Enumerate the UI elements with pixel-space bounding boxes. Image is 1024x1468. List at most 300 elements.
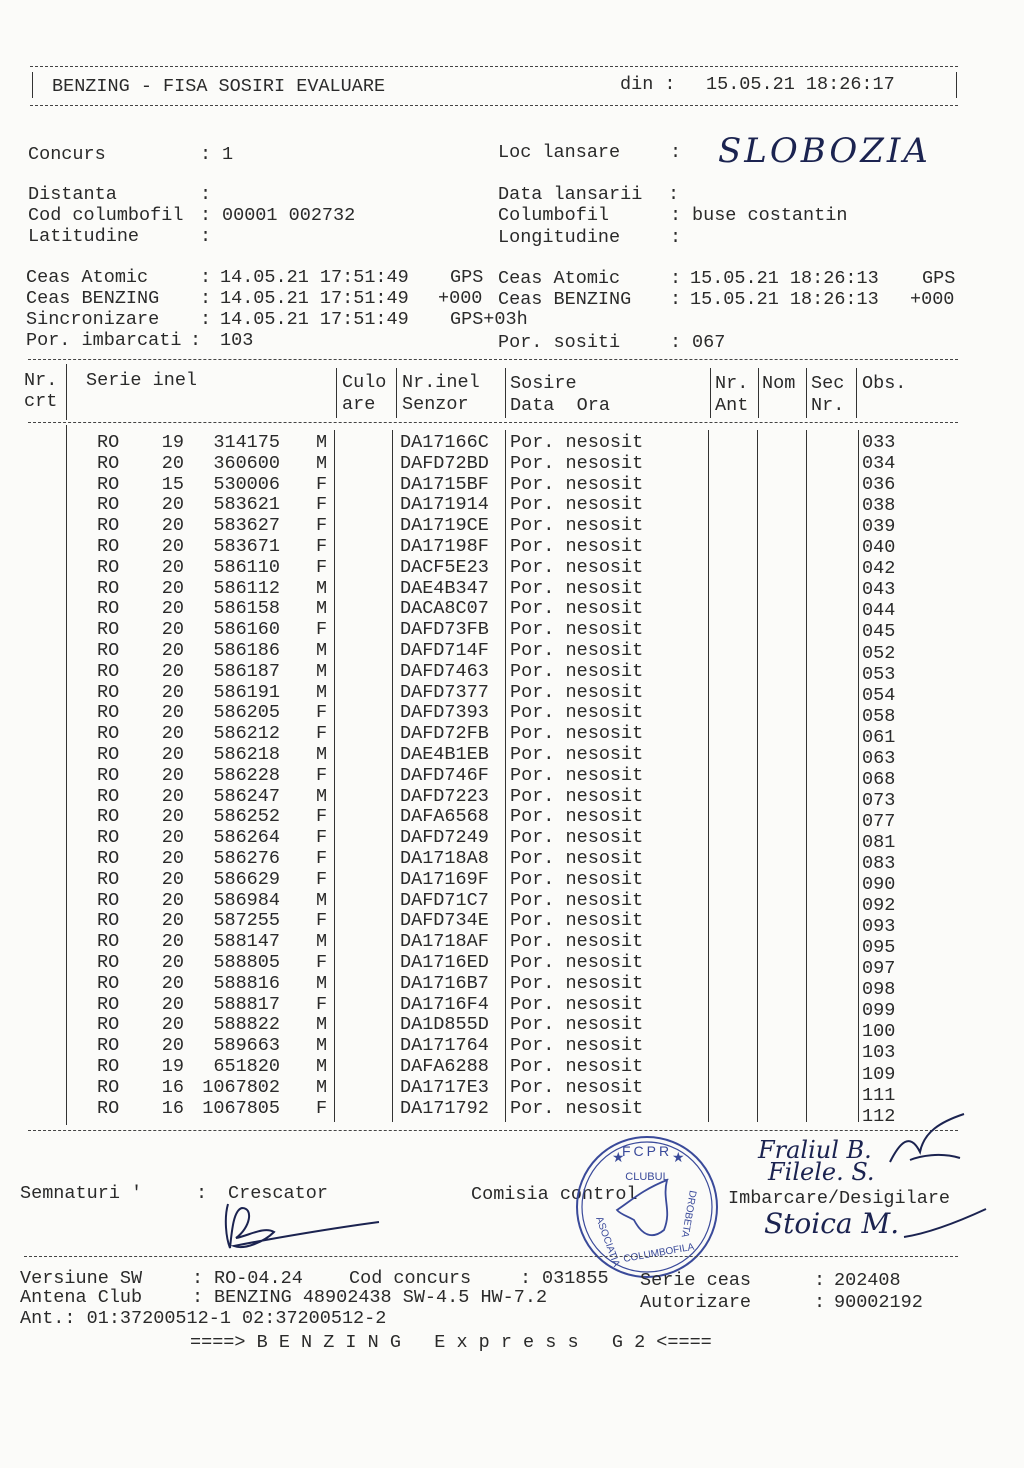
cell-status: Por. nesosit bbox=[510, 993, 644, 1015]
cell-year: 20 bbox=[161, 785, 184, 807]
cell-sensor: DA1718AF bbox=[400, 931, 489, 953]
left-clock-benzing-value: 14.05.21 17:51:49 bbox=[220, 288, 409, 309]
antena-value: BENZING 48902438 SW-4.5 HW-7.2 bbox=[214, 1287, 548, 1308]
col-divider bbox=[856, 368, 857, 418]
cell-obs: 054 bbox=[862, 684, 896, 706]
cell-country: RO bbox=[97, 868, 120, 890]
semnaturi-label: Semnaturi ' bbox=[20, 1183, 143, 1204]
cell-sex: F bbox=[316, 910, 328, 932]
handwritten-name-1: Fraliul B. bbox=[758, 1136, 872, 1164]
cell-sex: F bbox=[316, 764, 328, 786]
concurs-label: Concurs bbox=[28, 144, 106, 165]
cell-status: Por. nesosit bbox=[510, 640, 644, 661]
columbofil-colon: : bbox=[670, 205, 682, 226]
header-sosire-line1: Sosire bbox=[510, 373, 577, 394]
data-lansarii-colon: : bbox=[668, 184, 680, 205]
cell-sensor: DA171792 bbox=[400, 1097, 489, 1119]
cell-status: Por. nesosit bbox=[510, 889, 644, 911]
cell-ring: 651820 bbox=[213, 1056, 280, 1077]
cell-year: 20 bbox=[161, 744, 184, 765]
cell-status: Por. nesosit bbox=[510, 910, 644, 932]
din-value: 15.05.21 18:26:17 bbox=[706, 74, 895, 95]
por-sositi-value: 067 bbox=[692, 332, 726, 353]
col-divider bbox=[66, 364, 67, 420]
cell-sensor: DA1716F4 bbox=[400, 993, 489, 1015]
cell-year: 15 bbox=[161, 473, 184, 495]
col-line bbox=[505, 430, 506, 1122]
cell-sex: F bbox=[316, 827, 328, 849]
por-sositi-label: Por. sositi bbox=[498, 332, 621, 353]
cell-status: Por. nesosit bbox=[510, 723, 644, 745]
cell-sex: M bbox=[316, 598, 328, 620]
latitudine-label: Latitudine bbox=[28, 226, 140, 247]
cell-obs: 093 bbox=[862, 916, 896, 938]
col-divider bbox=[505, 368, 506, 418]
cell-year: 20 bbox=[161, 827, 184, 849]
header-culoare-line2: are bbox=[342, 394, 376, 415]
cell-ring: 589663 bbox=[213, 1035, 280, 1057]
cell-ring: 1067802 bbox=[202, 1076, 280, 1098]
cell-sex: M bbox=[316, 432, 328, 453]
cell-obs: 083 bbox=[862, 853, 896, 874]
cell-country: RO bbox=[97, 660, 120, 682]
cell-sensor: DAE4B1EB bbox=[400, 744, 489, 765]
cell-country: RO bbox=[97, 1076, 120, 1098]
autorizare-label: Autorizare bbox=[640, 1292, 752, 1313]
crescator-label: Crescator bbox=[228, 1183, 328, 1204]
longitudine-colon: : bbox=[670, 227, 682, 248]
ant-line: Ant.: 01:37200512-1 02:37200512-2 bbox=[20, 1308, 387, 1329]
cell-year: 20 bbox=[161, 806, 184, 828]
cell-year: 20 bbox=[161, 577, 184, 599]
table-top-border bbox=[28, 359, 958, 360]
col-line bbox=[708, 430, 709, 1122]
cell-year: 20 bbox=[161, 931, 184, 953]
cell-obs: 097 bbox=[862, 958, 896, 980]
cell-ring: 583621 bbox=[213, 494, 280, 516]
cell-country: RO bbox=[97, 473, 120, 495]
cell-sex: F bbox=[316, 619, 328, 641]
loc-lansare-label: Loc lansare bbox=[498, 142, 621, 163]
cell-sensor: DA1715BF bbox=[400, 473, 489, 495]
header-nr-ant-line2: Ant bbox=[715, 395, 749, 416]
cell-status: Por. nesosit bbox=[510, 806, 644, 828]
cell-obs: 039 bbox=[862, 516, 896, 538]
concurs-colon: : bbox=[200, 144, 223, 165]
stamp-ring-text-left: ASOCIATIA bbox=[593, 1215, 622, 1269]
cell-year: 20 bbox=[161, 868, 184, 890]
cell-sensor: DACF5E23 bbox=[400, 556, 489, 578]
commission-signature-scribble bbox=[880, 1112, 970, 1172]
concurs-value: 1 bbox=[222, 144, 234, 165]
brand-line: ====> B E N Z I N G E x p r e s s G 2 <==== bbox=[190, 1332, 712, 1353]
cell-country: RO bbox=[97, 1056, 120, 1077]
cell-obs: 103 bbox=[862, 1042, 896, 1064]
cell-year: 20 bbox=[161, 723, 184, 745]
right-clock-benzing-value: 15.05.21 18:26:13 bbox=[690, 289, 879, 310]
col-line bbox=[806, 430, 807, 1122]
cell-country: RO bbox=[97, 827, 120, 849]
comisia-control-label: Comisia control bbox=[471, 1184, 638, 1205]
cell-status: Por. nesosit bbox=[510, 452, 644, 474]
cell-sensor: DAFD7377 bbox=[400, 681, 489, 703]
cell-country: RO bbox=[97, 785, 120, 807]
cell-country: RO bbox=[97, 1097, 120, 1119]
cell-sensor: DA17198F bbox=[400, 536, 489, 557]
cell-sensor: DAFD7393 bbox=[400, 702, 489, 724]
header-sec-line2: Nr. bbox=[811, 395, 845, 416]
header-nr-inel-line1: Nr.inel bbox=[402, 372, 480, 393]
signatures-bottom-border bbox=[24, 1256, 958, 1257]
cell-country: RO bbox=[97, 1014, 120, 1036]
left-clock-benzing-suffix: +000 bbox=[438, 288, 483, 309]
cell-sex: F bbox=[316, 868, 328, 890]
cell-country: RO bbox=[97, 723, 120, 745]
cell-ring: 1067805 bbox=[202, 1097, 280, 1119]
cell-sex: F bbox=[316, 848, 328, 869]
cell-sex: M bbox=[316, 452, 328, 474]
cell-year: 20 bbox=[161, 889, 184, 911]
cell-obs: 068 bbox=[862, 768, 896, 790]
cell-obs: 040 bbox=[862, 537, 896, 559]
cell-obs: 090 bbox=[862, 874, 896, 896]
cell-status: Por. nesosit bbox=[510, 702, 644, 724]
cell-ring: 588147 bbox=[213, 931, 280, 953]
cell-sensor: DA171914 bbox=[400, 494, 489, 516]
cell-sensor: DAFD72FB bbox=[400, 723, 489, 745]
sincronizare-colon: : bbox=[200, 309, 212, 330]
header-culoare-line1: Culo bbox=[342, 372, 387, 393]
cell-ring: 588816 bbox=[213, 972, 280, 994]
right-clock-atomic-value: 15.05.21 18:26:13 bbox=[690, 268, 879, 289]
stamp-ring-text-bottom: COLUMBOFILA bbox=[622, 1241, 696, 1265]
cell-status: Por. nesosit bbox=[510, 785, 644, 807]
cell-country: RO bbox=[97, 556, 120, 578]
cell-sensor: DAFD734E bbox=[400, 910, 489, 932]
cell-country: RO bbox=[97, 452, 120, 474]
header-nr-crt-line1: Nr. bbox=[24, 370, 58, 391]
header-left-border bbox=[32, 72, 33, 98]
cell-country: RO bbox=[97, 494, 120, 516]
cell-sensor: DA1716ED bbox=[400, 952, 489, 973]
handwritten-name-3: Stoica M. bbox=[764, 1207, 900, 1240]
cell-ring: 586228 bbox=[213, 764, 280, 786]
cell-country: RO bbox=[97, 640, 120, 661]
cell-status: Por. nesosit bbox=[510, 619, 644, 641]
cell-status: Por. nesosit bbox=[510, 931, 644, 953]
cell-sex: M bbox=[316, 577, 328, 599]
cell-country: RO bbox=[97, 889, 120, 911]
cell-year: 20 bbox=[161, 993, 184, 1015]
cell-country: RO bbox=[97, 806, 120, 828]
cell-year: 20 bbox=[161, 1014, 184, 1036]
cell-country: RO bbox=[97, 432, 120, 453]
cell-status: Por. nesosit bbox=[510, 1056, 644, 1077]
cell-obs: 111 bbox=[862, 1084, 896, 1106]
cell-sensor: DAFD7223 bbox=[400, 785, 489, 807]
cell-sensor: DA171764 bbox=[400, 1035, 489, 1057]
serie-ceas-label: Serie ceas bbox=[640, 1270, 752, 1291]
right-clock-atomic-suffix: GPS bbox=[922, 268, 956, 289]
sincronizare-suffix: GPS+03h bbox=[450, 309, 528, 330]
left-clock-benzing-colon: : bbox=[200, 288, 212, 309]
cell-ring: 586252 bbox=[213, 806, 280, 828]
cell-obs: 109 bbox=[862, 1063, 896, 1085]
cell-obs: 058 bbox=[862, 705, 896, 727]
cell-status: Por. nesosit bbox=[510, 681, 644, 703]
longitudine-label: Longitudine bbox=[498, 227, 621, 248]
stamp-center-text: CLUBUL bbox=[625, 1171, 669, 1183]
header-nr-crt-line2: crt bbox=[24, 391, 58, 412]
cell-country: RO bbox=[97, 744, 120, 765]
cell-year: 20 bbox=[161, 494, 184, 516]
cell-status: Por. nesosit bbox=[510, 494, 644, 516]
cell-status: Por. nesosit bbox=[510, 473, 644, 495]
stamp-top-text: FCPR bbox=[621, 1143, 673, 1159]
commission-signature-tail bbox=[900, 1205, 990, 1245]
cell-sex: M bbox=[316, 1056, 328, 1077]
document-title: BENZING - FISA SOSIRI EVALUARE bbox=[52, 76, 386, 97]
cell-ring: 586218 bbox=[213, 744, 280, 765]
cell-obs: 045 bbox=[862, 621, 896, 643]
right-clock-benzing-suffix: +000 bbox=[910, 289, 955, 310]
cell-status: Por. nesosit bbox=[510, 827, 644, 849]
col-line bbox=[334, 430, 335, 1122]
header-serie-inel: Serie inel bbox=[86, 370, 198, 391]
cell-sex: F bbox=[316, 723, 328, 745]
columbofil-label: Columbofil bbox=[498, 205, 610, 226]
club-stamp bbox=[572, 1130, 722, 1285]
cell-year: 20 bbox=[161, 598, 184, 620]
cell-sensor: DAFD7249 bbox=[400, 827, 489, 849]
header-obs: Obs. bbox=[862, 373, 907, 394]
cell-sex: F bbox=[316, 473, 328, 495]
cell-sex: M bbox=[316, 681, 328, 703]
cell-country: RO bbox=[97, 681, 120, 703]
cell-ring: 586264 bbox=[213, 827, 280, 849]
cell-ring: 588805 bbox=[213, 952, 280, 973]
columbofil-value: buse costantin bbox=[692, 205, 848, 226]
distanta-colon: : bbox=[200, 184, 212, 205]
cell-sex: M bbox=[316, 785, 328, 807]
cell-status: Por. nesosit bbox=[510, 952, 644, 973]
cell-year: 20 bbox=[161, 556, 184, 578]
cell-status: Por. nesosit bbox=[510, 577, 644, 599]
cell-obs: 061 bbox=[862, 726, 896, 748]
header-sosire-line2: Data Ora bbox=[510, 395, 610, 416]
loc-lansare-colon: : bbox=[670, 142, 682, 163]
loc-lansare-value: SLOBOZIA bbox=[718, 131, 931, 171]
cell-sensor: DA1717E3 bbox=[400, 1076, 489, 1098]
cell-year: 20 bbox=[161, 1035, 184, 1057]
cell-year: 20 bbox=[161, 702, 184, 724]
cell-obs: 077 bbox=[862, 810, 896, 832]
cell-obs: 038 bbox=[862, 495, 896, 517]
cell-sex: M bbox=[316, 1014, 328, 1036]
versiune-label: Versiune SW bbox=[20, 1268, 143, 1289]
cod-columbofil-colon: : bbox=[200, 205, 212, 226]
cod-concurs-colon: : bbox=[520, 1268, 532, 1289]
cell-status: Por. nesosit bbox=[510, 598, 644, 620]
left-clock-atomic-colon: : bbox=[200, 267, 212, 288]
cell-obs: 042 bbox=[862, 558, 896, 580]
cell-status: Por. nesosit bbox=[510, 868, 644, 890]
cell-ring: 586212 bbox=[213, 723, 280, 745]
cod-concurs-value: 031855 bbox=[542, 1268, 609, 1289]
cell-ring: 530006 bbox=[213, 473, 280, 495]
cell-obs: 099 bbox=[862, 1000, 896, 1022]
cell-status: Por. nesosit bbox=[510, 972, 644, 994]
cell-year: 20 bbox=[161, 910, 184, 932]
cell-sensor: DA1718A8 bbox=[400, 848, 489, 869]
cell-country: RO bbox=[97, 1035, 120, 1057]
cod-columbofil-label: Cod columbofil bbox=[28, 205, 184, 226]
cell-year: 20 bbox=[161, 536, 184, 557]
cell-sex: F bbox=[316, 556, 328, 578]
header-right-border bbox=[956, 72, 957, 98]
stamp-dove-icon bbox=[617, 1180, 667, 1235]
col-divider bbox=[396, 368, 397, 418]
cell-sensor: DACA8C07 bbox=[400, 598, 489, 620]
cell-ring: 587255 bbox=[213, 910, 280, 932]
header-bottom-border bbox=[30, 105, 958, 106]
cell-sensor: DAFA6288 bbox=[400, 1056, 489, 1077]
data-lansarii-label: Data lansarii bbox=[498, 184, 643, 205]
cell-year: 20 bbox=[161, 660, 184, 682]
cell-obs: 053 bbox=[862, 663, 896, 685]
cell-sensor: DAFA6568 bbox=[400, 806, 489, 828]
cell-sex: M bbox=[316, 889, 328, 911]
stamp-star-icon: ★ bbox=[612, 1149, 625, 1165]
sincronizare-value: 14.05.21 17:51:49 bbox=[220, 309, 409, 330]
cell-obs: 034 bbox=[862, 453, 896, 475]
cell-status: Por. nesosit bbox=[510, 1014, 644, 1036]
left-clock-benzing-label: Ceas BENZING bbox=[26, 288, 160, 309]
cell-country: RO bbox=[97, 515, 120, 537]
cell-sensor: DA1716B7 bbox=[400, 972, 489, 994]
col-divider bbox=[336, 368, 337, 418]
cell-country: RO bbox=[97, 536, 120, 557]
cell-obs: 052 bbox=[862, 642, 896, 664]
cell-year: 16 bbox=[161, 1097, 184, 1119]
cell-year: 19 bbox=[161, 1056, 184, 1077]
cell-ring: 586187 bbox=[213, 660, 280, 682]
cell-year: 20 bbox=[161, 640, 184, 661]
cell-country: RO bbox=[97, 598, 120, 620]
autorizare-colon: : bbox=[814, 1292, 826, 1313]
cell-year: 20 bbox=[161, 515, 184, 537]
cell-status: Por. nesosit bbox=[510, 848, 644, 869]
cell-obs: 095 bbox=[862, 937, 896, 959]
cell-sensor: DA17169F bbox=[400, 868, 489, 890]
cell-year: 20 bbox=[161, 452, 184, 474]
header-nom: Nom bbox=[762, 373, 796, 394]
cell-ring: 586191 bbox=[213, 681, 280, 703]
antena-colon: : bbox=[192, 1287, 204, 1308]
table-header-bottom-border bbox=[28, 422, 958, 423]
cell-ring: 586629 bbox=[213, 868, 280, 890]
header-nr-ant-line1: Nr. bbox=[715, 373, 749, 394]
header-sec-line1: Sec bbox=[811, 373, 845, 394]
cell-ring: 586247 bbox=[213, 785, 280, 807]
cell-obs: 044 bbox=[862, 600, 896, 622]
cell-obs: 100 bbox=[862, 1021, 896, 1043]
cell-year: 20 bbox=[161, 619, 184, 641]
cell-obs: 081 bbox=[862, 831, 896, 853]
cell-ring: 586186 bbox=[213, 640, 280, 661]
cell-year: 19 bbox=[161, 432, 184, 453]
antena-label: Antena Club bbox=[20, 1287, 143, 1308]
cell-sex: F bbox=[316, 952, 328, 973]
handwritten-name-2: Filele. S. bbox=[768, 1158, 875, 1186]
imbarcare-label: Imbarcare/Desigilare bbox=[728, 1188, 951, 1209]
cod-concurs-label: Cod concurs bbox=[349, 1268, 472, 1289]
cell-sensor: DA1D855D bbox=[400, 1014, 489, 1036]
cell-sex: F bbox=[316, 515, 328, 537]
header-nr-inel-line2: Senzor bbox=[402, 394, 469, 415]
latitudine-colon: : bbox=[200, 226, 212, 247]
cell-sensor: DAFD73FB bbox=[400, 619, 489, 641]
cell-ring: 588822 bbox=[213, 1014, 280, 1036]
cell-country: RO bbox=[97, 702, 120, 724]
serie-ceas-colon: : bbox=[814, 1270, 826, 1291]
cell-obs: 098 bbox=[862, 979, 896, 1001]
cod-columbofil-value: 00001 002732 bbox=[222, 205, 356, 226]
cell-country: RO bbox=[97, 972, 120, 994]
cell-obs: 112 bbox=[862, 1105, 896, 1127]
cell-ring: 583671 bbox=[213, 536, 280, 557]
cell-sensor: DA1719CE bbox=[400, 515, 489, 537]
cell-sex: M bbox=[316, 1035, 328, 1057]
serie-ceas-value: 202408 bbox=[834, 1270, 901, 1291]
cell-sex: M bbox=[316, 744, 328, 765]
cell-sensor: DAFD72BD bbox=[400, 452, 489, 474]
stamp-ring-text-right: DROBETA bbox=[678, 1189, 698, 1239]
cell-sensor: DAE4B347 bbox=[400, 577, 489, 599]
cell-sex: F bbox=[316, 1097, 328, 1119]
cell-status: Por. nesosit bbox=[510, 536, 644, 557]
col-divider bbox=[710, 368, 711, 418]
col-divider bbox=[758, 368, 759, 418]
sincronizare-label: Sincronizare bbox=[26, 309, 160, 330]
cell-ring: 586984 bbox=[213, 889, 280, 911]
cell-sex: M bbox=[316, 1076, 328, 1098]
cell-sensor: DA17166C bbox=[400, 432, 489, 453]
cell-year: 16 bbox=[161, 1076, 184, 1098]
cell-sensor: DAFD7463 bbox=[400, 660, 489, 682]
cell-obs: 036 bbox=[862, 474, 896, 496]
por-imbarcati-label: Por. imbarcati bbox=[26, 330, 182, 351]
cell-ring: 360600 bbox=[213, 452, 280, 474]
cell-ring: 586158 bbox=[213, 598, 280, 620]
right-clock-benzing-colon: : bbox=[670, 289, 682, 310]
cell-ring: 588817 bbox=[213, 993, 280, 1015]
cell-sex: M bbox=[316, 660, 328, 682]
cell-ring: 586276 bbox=[213, 848, 280, 869]
cell-sex: F bbox=[316, 993, 328, 1015]
cell-country: RO bbox=[97, 619, 120, 641]
cell-status: Por. nesosit bbox=[510, 1076, 644, 1098]
cell-country: RO bbox=[97, 931, 120, 953]
cell-ring: 314175 bbox=[213, 432, 280, 453]
stamp-star-icon: ★ bbox=[672, 1149, 685, 1165]
col-line bbox=[757, 430, 758, 1122]
cell-ring: 586205 bbox=[213, 702, 280, 724]
right-clock-atomic-colon: : bbox=[670, 268, 682, 289]
cell-status: Por. nesosit bbox=[510, 556, 644, 578]
cell-year: 20 bbox=[161, 764, 184, 786]
cell-sensor: DAFD746F bbox=[400, 764, 489, 786]
